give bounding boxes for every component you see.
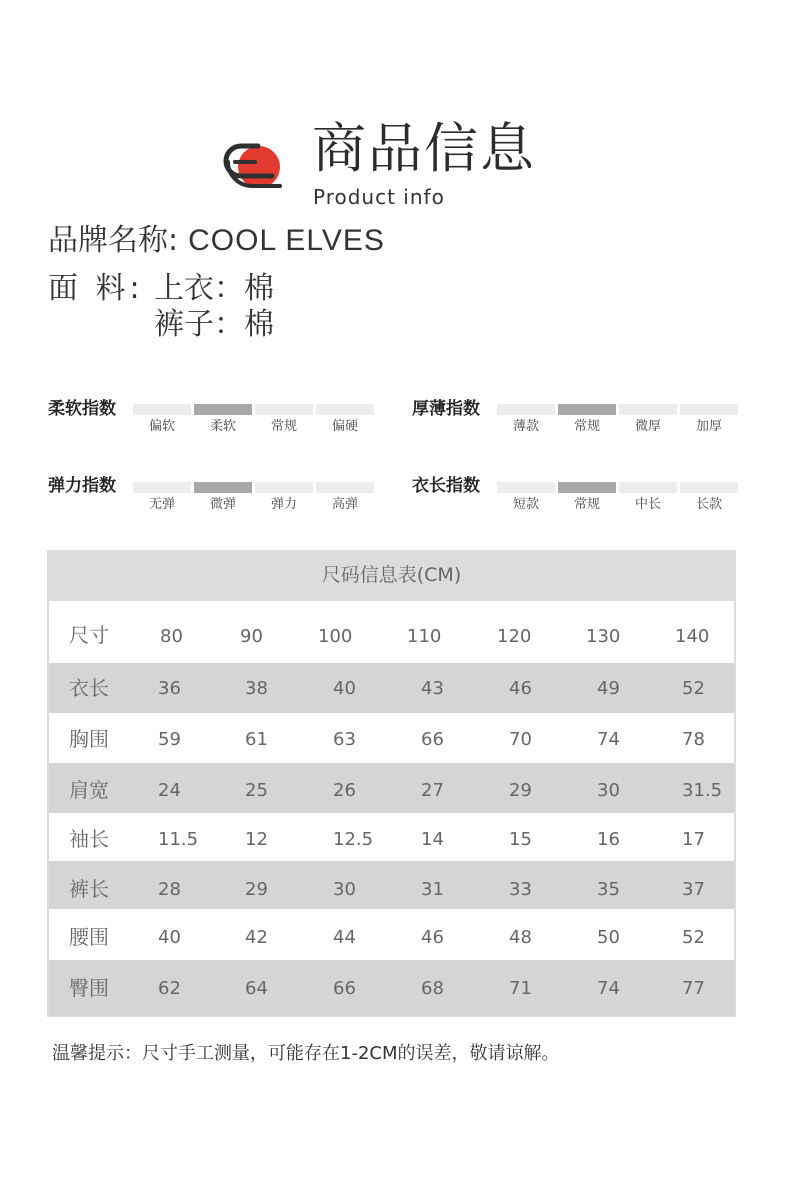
table-cell: 62 [158, 978, 181, 999]
table-cell: 78 [682, 729, 705, 750]
length-index-label: 衣长指数 [412, 476, 480, 496]
scale-option: 常规 [573, 497, 600, 512]
scale-bar-selected [194, 482, 252, 493]
table-cell: 36 [158, 678, 181, 699]
scale-option: 短款 [512, 497, 539, 512]
brand-label: 品牌名称: [48, 223, 179, 258]
page-title: 商品信息 [312, 117, 536, 180]
table-cell: 12 [245, 829, 268, 850]
measurement-note: 温馨提示：尺寸手工测量，可能存在1-2CM的误差，敬请谅解。 [52, 1043, 560, 1064]
table-cell: 66 [421, 729, 444, 750]
scale-option: 柔软 [209, 419, 236, 434]
table-cell: 44 [333, 927, 356, 948]
elasticity-index-scale [133, 482, 377, 511]
row-label: 臀围 [69, 976, 109, 1000]
table-cell: 74 [597, 729, 620, 750]
brand-line [48, 223, 385, 258]
table-cell: 48 [509, 927, 532, 948]
scale-option: 长款 [695, 497, 722, 512]
table-cell: 64 [245, 978, 268, 999]
fabric-label: 面 料: [48, 271, 144, 306]
size-header-cell: 100 [318, 626, 353, 647]
scale-bar [619, 404, 677, 415]
scale-segment [619, 482, 677, 511]
scale-bar [497, 404, 555, 415]
size-header-cell: 110 [407, 626, 442, 647]
scale-option: 常规 [270, 419, 297, 434]
scale-bar-selected [558, 404, 616, 415]
scale-option: 偏软 [148, 419, 175, 434]
size-header-cell: 130 [586, 626, 621, 647]
scale-segment [316, 404, 374, 433]
scale-bar [133, 404, 191, 415]
table-cell: 38 [245, 678, 268, 699]
table-cell: 26 [333, 780, 356, 801]
scale-segment [133, 404, 191, 433]
table-cell: 37 [682, 879, 705, 900]
scale-bar [316, 404, 374, 415]
elasticity-index-label: 弹力指数 [48, 476, 116, 496]
scale-option: 偏硬 [331, 419, 358, 434]
scale-bar [497, 482, 555, 493]
size-table-title: 尺码信息表(CM) [321, 564, 462, 586]
table-cell: 29 [245, 879, 268, 900]
scale-bar-selected [558, 482, 616, 493]
table-cell: 16 [597, 829, 620, 850]
scale-segment [497, 404, 555, 433]
table-cell: 43 [421, 678, 444, 699]
table-cell: 52 [682, 678, 705, 699]
table-cell: 74 [597, 978, 620, 999]
table-cell: 12.5 [333, 829, 374, 850]
scale-segment [680, 404, 738, 433]
table-cell: 25 [245, 780, 268, 801]
page-subtitle: Product info [313, 185, 445, 209]
row-label: 裤长 [69, 877, 109, 901]
table-cell: 31.5 [682, 780, 723, 801]
table-cell: 11.5 [158, 829, 199, 850]
table-cell: 35 [597, 879, 620, 900]
table-cell: 29 [509, 780, 532, 801]
fabric-pants: 裤子：棉 [154, 307, 274, 342]
product-info-logo-icon [222, 140, 286, 200]
table-cell: 33 [509, 879, 532, 900]
scale-segment [255, 482, 313, 511]
brand-value: COOL ELVES [188, 224, 385, 257]
length-index-scale [497, 482, 741, 511]
scale-bar [255, 482, 313, 493]
size-header-cell: 80 [160, 626, 183, 647]
table-cell: 71 [509, 978, 532, 999]
scale-segment [316, 482, 374, 511]
table-cell: 63 [333, 729, 356, 750]
scale-segment [619, 404, 677, 433]
scale-bar [619, 482, 677, 493]
scale-option: 薄款 [512, 419, 539, 434]
scale-bar-selected [194, 404, 252, 415]
table-cell: 52 [682, 927, 705, 948]
size-header-cell: 120 [497, 626, 532, 647]
scale-bar [680, 482, 738, 493]
size-table [47, 550, 736, 1017]
table-cell: 49 [597, 678, 620, 699]
scale-option: 常规 [573, 419, 600, 434]
scale-option: 中长 [634, 497, 661, 512]
scale-segment [194, 404, 252, 433]
scale-bar [316, 482, 374, 493]
table-cell: 27 [421, 780, 444, 801]
softness-index-label: 柔软指数 [48, 399, 116, 419]
scale-segment [680, 482, 738, 511]
scale-bar [680, 404, 738, 415]
row-label: 腰围 [69, 925, 109, 949]
table-cell: 70 [509, 729, 532, 750]
header-label: 尺寸 [69, 623, 109, 647]
table-cell: 42 [245, 927, 268, 948]
table-cell: 28 [158, 879, 181, 900]
table-cell: 66 [333, 978, 356, 999]
table-cell: 46 [421, 927, 444, 948]
row-label: 胸围 [69, 727, 109, 751]
scale-option: 无弹 [148, 497, 175, 512]
table-cell: 40 [333, 678, 356, 699]
thickness-index-scale [497, 404, 741, 433]
scale-segment [497, 482, 555, 511]
table-cell: 14 [421, 829, 444, 850]
size-header-cell: 140 [675, 626, 710, 647]
scale-bar [133, 482, 191, 493]
row-label: 袖长 [69, 827, 109, 851]
softness-index-scale [133, 404, 377, 433]
row-label: 衣长 [69, 676, 109, 700]
scale-segment [255, 404, 313, 433]
table-cell: 61 [245, 729, 268, 750]
table-cell: 77 [682, 978, 705, 999]
scale-option: 加厚 [695, 419, 722, 434]
scale-segment [558, 404, 616, 433]
scale-segment [133, 482, 191, 511]
table-cell: 31 [421, 879, 444, 900]
table-header-row [49, 601, 734, 713]
scale-option: 微弹 [209, 497, 236, 512]
table-cell: 46 [509, 678, 532, 699]
table-cell: 30 [333, 879, 356, 900]
table-cell: 15 [509, 829, 532, 850]
row-label: 肩宽 [69, 778, 109, 802]
table-cell: 59 [158, 729, 181, 750]
table-cell: 30 [597, 780, 620, 801]
fabric-top: 上衣：棉 [154, 271, 274, 306]
table-cell: 17 [682, 829, 705, 850]
scale-option: 弹力 [270, 497, 297, 512]
scale-bar [255, 404, 313, 415]
table-cell: 68 [421, 978, 444, 999]
scale-option: 高弹 [331, 497, 358, 512]
size-header-cell: 90 [240, 626, 263, 647]
table-cell: 24 [158, 780, 181, 801]
scale-option: 微厚 [634, 419, 661, 434]
scale-segment [558, 482, 616, 511]
table-cell: 50 [597, 927, 620, 948]
thickness-index-label: 厚薄指数 [412, 399, 480, 419]
table-cell: 40 [158, 927, 181, 948]
scale-segment [194, 482, 252, 511]
